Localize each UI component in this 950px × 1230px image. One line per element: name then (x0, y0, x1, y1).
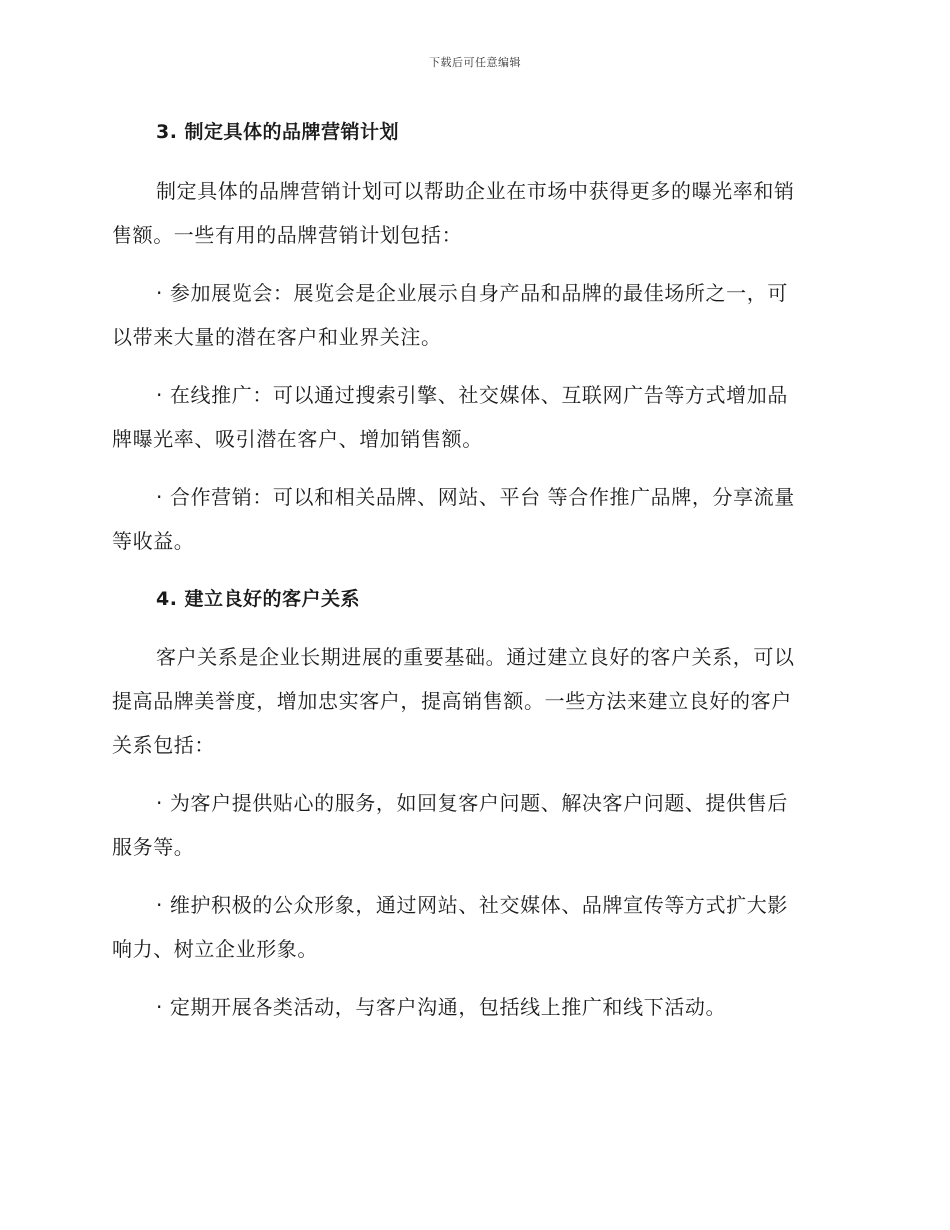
section-3-heading: 3. 制定具体的品牌营销计划 (156, 121, 400, 143)
section-4-bullet-2-line-2: 响力、树立企业形象。 (112, 937, 318, 961)
section-3-bullet-2-line-1: · 在线推广：可以通过搜索引擎、社交媒体、互联网广告等方式增加品 (156, 383, 788, 407)
section-4-bullet-1-line-2: 服务等。 (112, 835, 195, 859)
section-4-intro-line-2: 提高品牌美誉度，增加忠实客户，提高销售额。一些方法来建立良好的客户 (112, 689, 792, 713)
page-header-note: 下载后可任意编辑 (429, 56, 521, 69)
section-3-bullet-1-line-2: 以带来大量的潜在客户和业界关注。 (112, 325, 442, 349)
section-4-intro-line-3: 关系包括： (112, 733, 215, 757)
section-3-bullet-3-line-1: · 合作营销：可以和相关品牌、网站、平台 等合作推广品牌，分享流量 (156, 485, 795, 509)
section-4-intro-line-1: 客户关系是企业长期进展的重要基础。通过建立良好的客户关系，可以 (156, 645, 795, 669)
section-4-bullet-2-line-1: · 维护积极的公众形象，通过网站、社交媒体、品牌宣传等方式扩大影 (156, 893, 788, 917)
section-3-intro-line-2: 售额。一些有用的品牌营销计划包括： (112, 223, 463, 247)
section-4-bullet-1-line-1: · 为客户提供贴心的服务，如回复客户问题、解决客户问题、提供售后 (156, 791, 788, 815)
section-3-bullet-2-line-2: 牌曝光率、吸引潜在客户、增加销售额。 (112, 427, 483, 451)
section-3-bullet-1-line-1: · 参加展览会：展览会是企业展示自身产品和品牌的最佳场所之一，可 (156, 281, 788, 305)
section-4-bullet-3-line-1: · 定期开展各类活动，与客户沟通，包括线上推广和线下活动。 (156, 995, 727, 1019)
section-3-bullet-3-line-2: 等收益。 (112, 529, 195, 553)
section-4-heading: 4. 建立良好的客户关系 (156, 588, 361, 610)
section-3-intro-line-1: 制定具体的品牌营销计划可以帮助企业在市场中获得更多的曝光率和销 (156, 179, 795, 203)
